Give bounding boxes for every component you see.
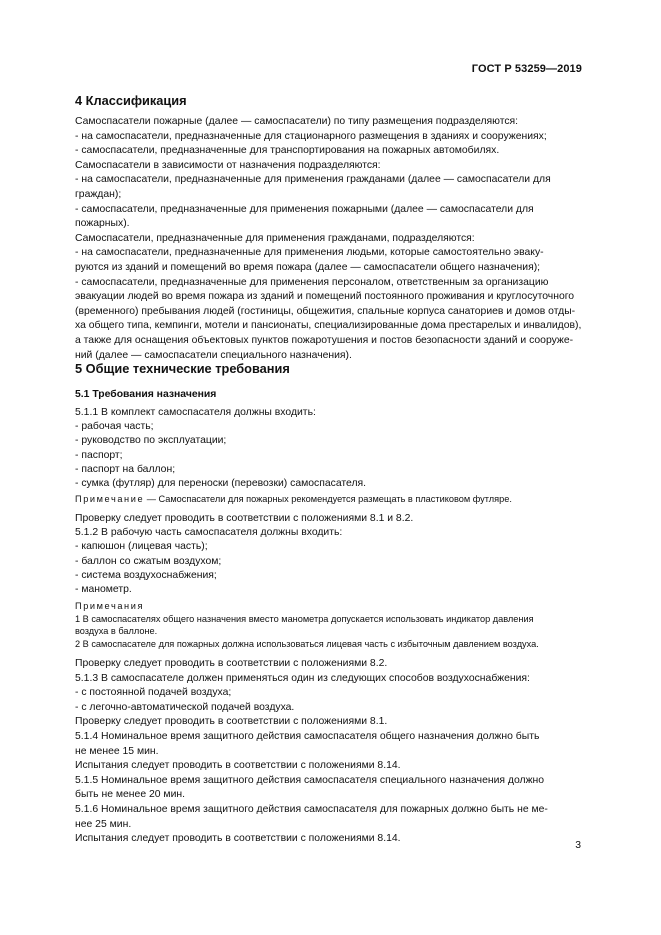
s4-line: Самоспасатели в зависимости от назначения подразделяются: <box>75 159 381 171</box>
page-number: 3 <box>575 840 581 851</box>
b3-line: быть не менее 20 мин. <box>75 789 186 801</box>
b3-line: - с легочно-автоматической подачей воздуха. <box>75 701 295 713</box>
s4-line: ха общего типа, кемпинги, мотели и пансионаты, специализированные дома престарелых и инвалидов), <box>75 320 582 332</box>
s4-line: ний (далее — самоспасатели специального назначения). <box>75 349 352 361</box>
b3-line: 5.1.5 Номинальное время защитного действия самоспасателя специального назначения должно <box>75 774 545 786</box>
s4-line: - на самоспасатели, предназначенные для применения гражданами (далее — самоспасатели для <box>75 174 551 186</box>
document-code: ГОСТ Р 53259—2019 <box>471 63 582 75</box>
b1-line: - руководство по эксплуатации; <box>75 435 227 447</box>
s4-line: эвакуации людей во время пожара из зданий и помещений постоянного проживания и круглосуточного <box>75 291 575 303</box>
notes-2-line: 1 В самоспасателях общего назначения вместо манометра допускается использовать индикатор давления <box>75 613 534 624</box>
b1-line: - паспорт; <box>75 449 123 461</box>
s4-line: Самоспасатели, предназначенные для применения гражданами, подразделяются: <box>75 232 475 244</box>
s4-line: (временного) пребывания людей (гостиницы, общежития, спальные корпуса санаториев и домов отды- <box>75 305 576 317</box>
b3-line: нее 25 мин. <box>75 818 132 830</box>
note-1-label: Примечание <box>75 494 145 504</box>
b3-line: Испытания следует проводить в соответствии с положениями 8.14. <box>75 760 401 772</box>
s4-line: - на самоспасатели, предназначенные для применения людьми, которые самостоятельно эваку- <box>75 247 544 259</box>
note-1-text: — Самоспасатели для пожарных рекомендуется размещать в пластиковом футляре. <box>144 494 512 504</box>
b3-line: 5.1.4 Номинальное время защитного действия самоспасателя общего назначения должно быть <box>75 730 540 742</box>
s4-line: - самоспасатели, предназначенные для транспортирования на пожарных автомобилях. <box>75 145 500 157</box>
block-5-1-2 <box>75 512 582 597</box>
b2-line: 5.1.2 В рабочую часть самоспасателя должны входить: <box>75 527 343 539</box>
b3-line: Проверку следует проводить в соответствии с положениями 8.2. <box>75 658 388 669</box>
b3-line: Испытания следует проводить в соответствии с положениями 8.14. <box>75 833 401 845</box>
s4-line: - самоспасатели, предназначенные для применения пожарными (далее — самоспасатели для <box>75 203 534 215</box>
b1-line: 5.1.1 В комплект самоспасателя должны входить: <box>75 407 316 418</box>
b2-line: - система воздухоснабжения; <box>75 569 217 581</box>
block-5-1-3 <box>75 657 582 847</box>
s4-line: а также для оснащения объектовых пунктов пожаротушения и постов безопасности зданий и сооруже- <box>75 334 574 346</box>
b3-line: 5.1.3 В самоспасателе должен применяться один из следующих способов воздухоснабжения: <box>75 672 530 684</box>
s4-line: Самоспасатели пожарные (далее — самоспасатели) по типу размещения подразделяются: <box>75 116 519 127</box>
b2-line: - баллон со сжатым воздухом; <box>75 555 222 567</box>
b3-line: - с постоянной подачей воздуха; <box>75 687 232 699</box>
b1-line: - сумка (футляр) для переноски (перевозки) самоспасателя. <box>75 478 367 490</box>
s4-line: - самоспасатели, предназначенные для применения персоналом, ответственным за организацию <box>75 276 549 288</box>
s4-line: граждан); <box>75 188 122 200</box>
section-5 <box>75 361 582 377</box>
b2-line: - капюшон (лицевая часть); <box>75 541 208 553</box>
b2-line: Проверку следует проводить в соответствии с положениями 8.1 и 8.2. <box>75 513 414 524</box>
s4-line: руются из зданий и помещений во время пожара (далее — самоспасатели общего назначения); <box>75 261 541 273</box>
notes-2 <box>75 600 582 651</box>
b1-line: - паспорт на баллон; <box>75 463 176 475</box>
b3-line: 5.1.6 Номинальное время защитного действия самоспасателя для пожарных должно быть не ме- <box>75 803 548 815</box>
notes-2-label: Примечания <box>75 601 145 611</box>
b3-line: не менее 15 мин. <box>75 745 159 757</box>
notes-2-line: 2 В самоспасателе для пожарных должна использоваться лицевая часть с избыточным давлением воздуха. <box>75 639 539 650</box>
section-4-body <box>75 115 582 363</box>
b2-line: - манометр. <box>75 584 132 596</box>
subsection-5-1-title: 5.1 Требования назначения <box>75 389 217 400</box>
b1-line: - рабочая часть; <box>75 421 154 433</box>
section-4-title: 4 Классификация <box>75 93 187 108</box>
subsection-5-1 <box>75 388 582 402</box>
notes-2-line: воздуха в баллоне. <box>75 626 158 637</box>
s4-line: пожарных). <box>75 218 130 230</box>
section-4 <box>75 93 582 109</box>
note-1 <box>75 493 582 506</box>
block-5-1-1 <box>75 406 582 491</box>
s4-line: - на самоспасатели, предназначенные для стационарного размещения в зданиях и сооружениях; <box>75 130 547 142</box>
b3-line: Проверку следует проводить в соответствии с положениями 8.1. <box>75 716 388 728</box>
section-5-title: 5 Общие технические требования <box>75 361 290 376</box>
